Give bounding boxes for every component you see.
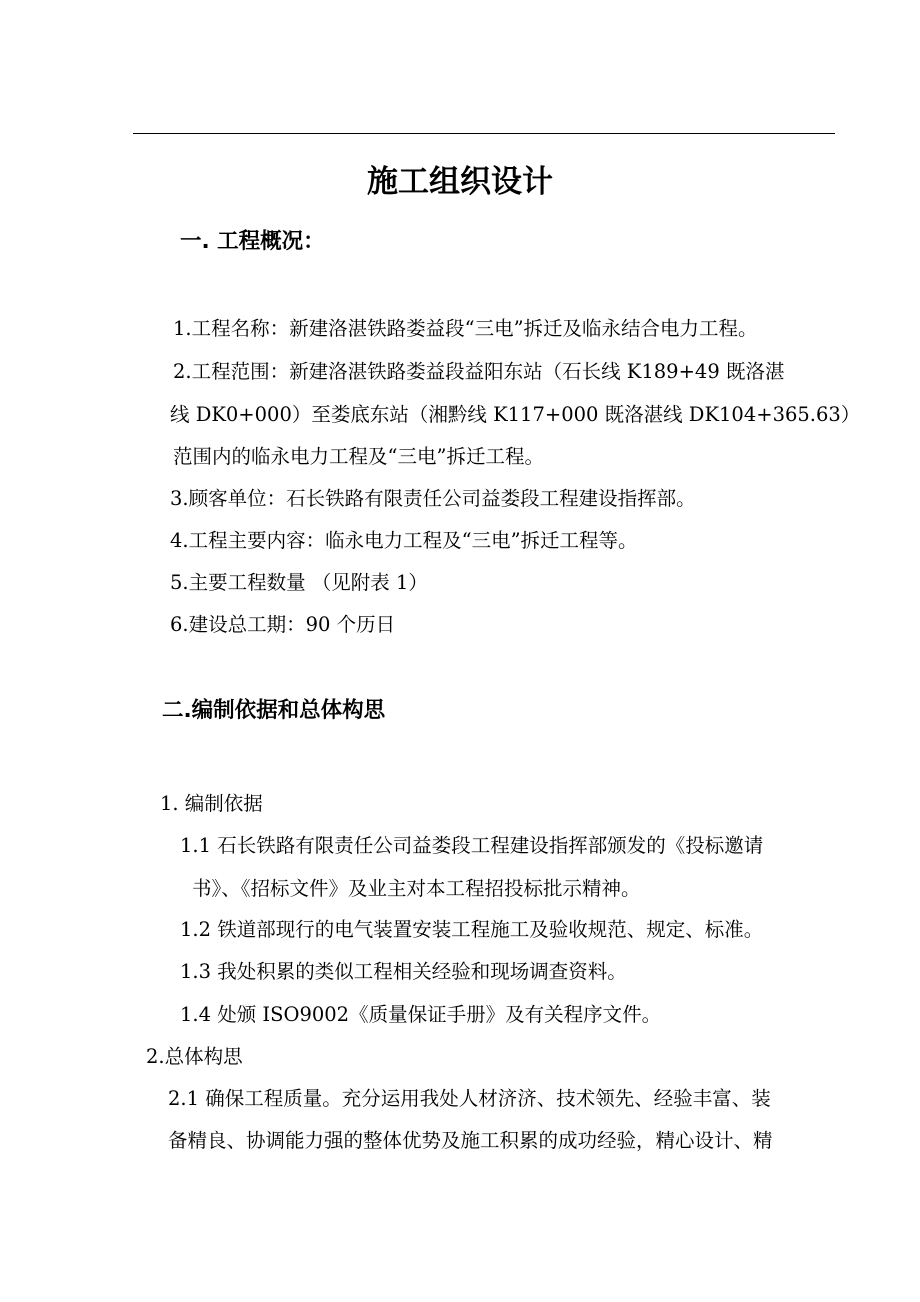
section1-line-5: 3.顾客单位：石长铁路有限责任公司益娄段工程建设指挥部。	[170, 487, 696, 510]
section1-line-7: 5.主要工程数量 （见附表 1）	[170, 571, 428, 594]
section2-sub2-heading: 2.总体构思	[146, 1045, 243, 1068]
section2-sub1-heading: 1. 编制依据	[160, 792, 263, 815]
document-title: 施工组织设计	[367, 164, 553, 200]
section2-sub1-line-1: 1.1 石长铁路有限责任公司益娄段工程建设指挥部颁发的《投标邀请	[180, 834, 764, 857]
section1-heading: 一. 工程概况：	[180, 229, 325, 254]
section2-sub1-line-5: 1.4 处颁 ISO9002《质量保证手册》及有关程序文件。	[180, 1003, 662, 1026]
section2-sub2-line-2: 备精良、协调能力强的整体优势及施工积累的成功经验，精心设计、精	[168, 1129, 773, 1152]
section2-heading: 二.编制依据和总体构思	[162, 698, 386, 723]
section2-sub2-line-1: 2.1 确保工程质量。充分运用我处人材济济、技术领先、经验丰富、装	[168, 1087, 771, 1110]
section2-sub1-line-4: 1.3 我处积累的类似工程相关经验和现场调查资料。	[180, 960, 627, 983]
section1-line-2: 2.工程范围：新建洛湛铁路娄益段益阳东站（石长线 K189+49 既洛湛	[173, 360, 785, 383]
section1-line-3: 线 DK0+000）至娄底东站（湘黔线 K117+000 既洛湛线 DK104+365.63）	[170, 403, 861, 426]
section1-line-1: 1.工程名称：新建洛湛铁路娄益段“三电”拆迁及临永结合电力工程。	[173, 317, 758, 340]
section1-line-4: 范围内的临永电力工程及“三电”拆迁工程。	[173, 445, 544, 468]
section2-sub1-line-2: 书》、《招标文件》及业主对本工程招投标批示精神。	[192, 877, 641, 900]
section2-sub1-line-3: 1.2 铁道部现行的电气装置安装工程施工及验收规范、规定、标准。	[180, 918, 764, 941]
section1-line-8: 6.建设总工期：90 个历日	[170, 613, 396, 636]
header-rule	[133, 133, 835, 134]
section1-line-6: 4.工程主要内容：临永电力工程及“三电”拆迁工程等。	[170, 529, 638, 552]
